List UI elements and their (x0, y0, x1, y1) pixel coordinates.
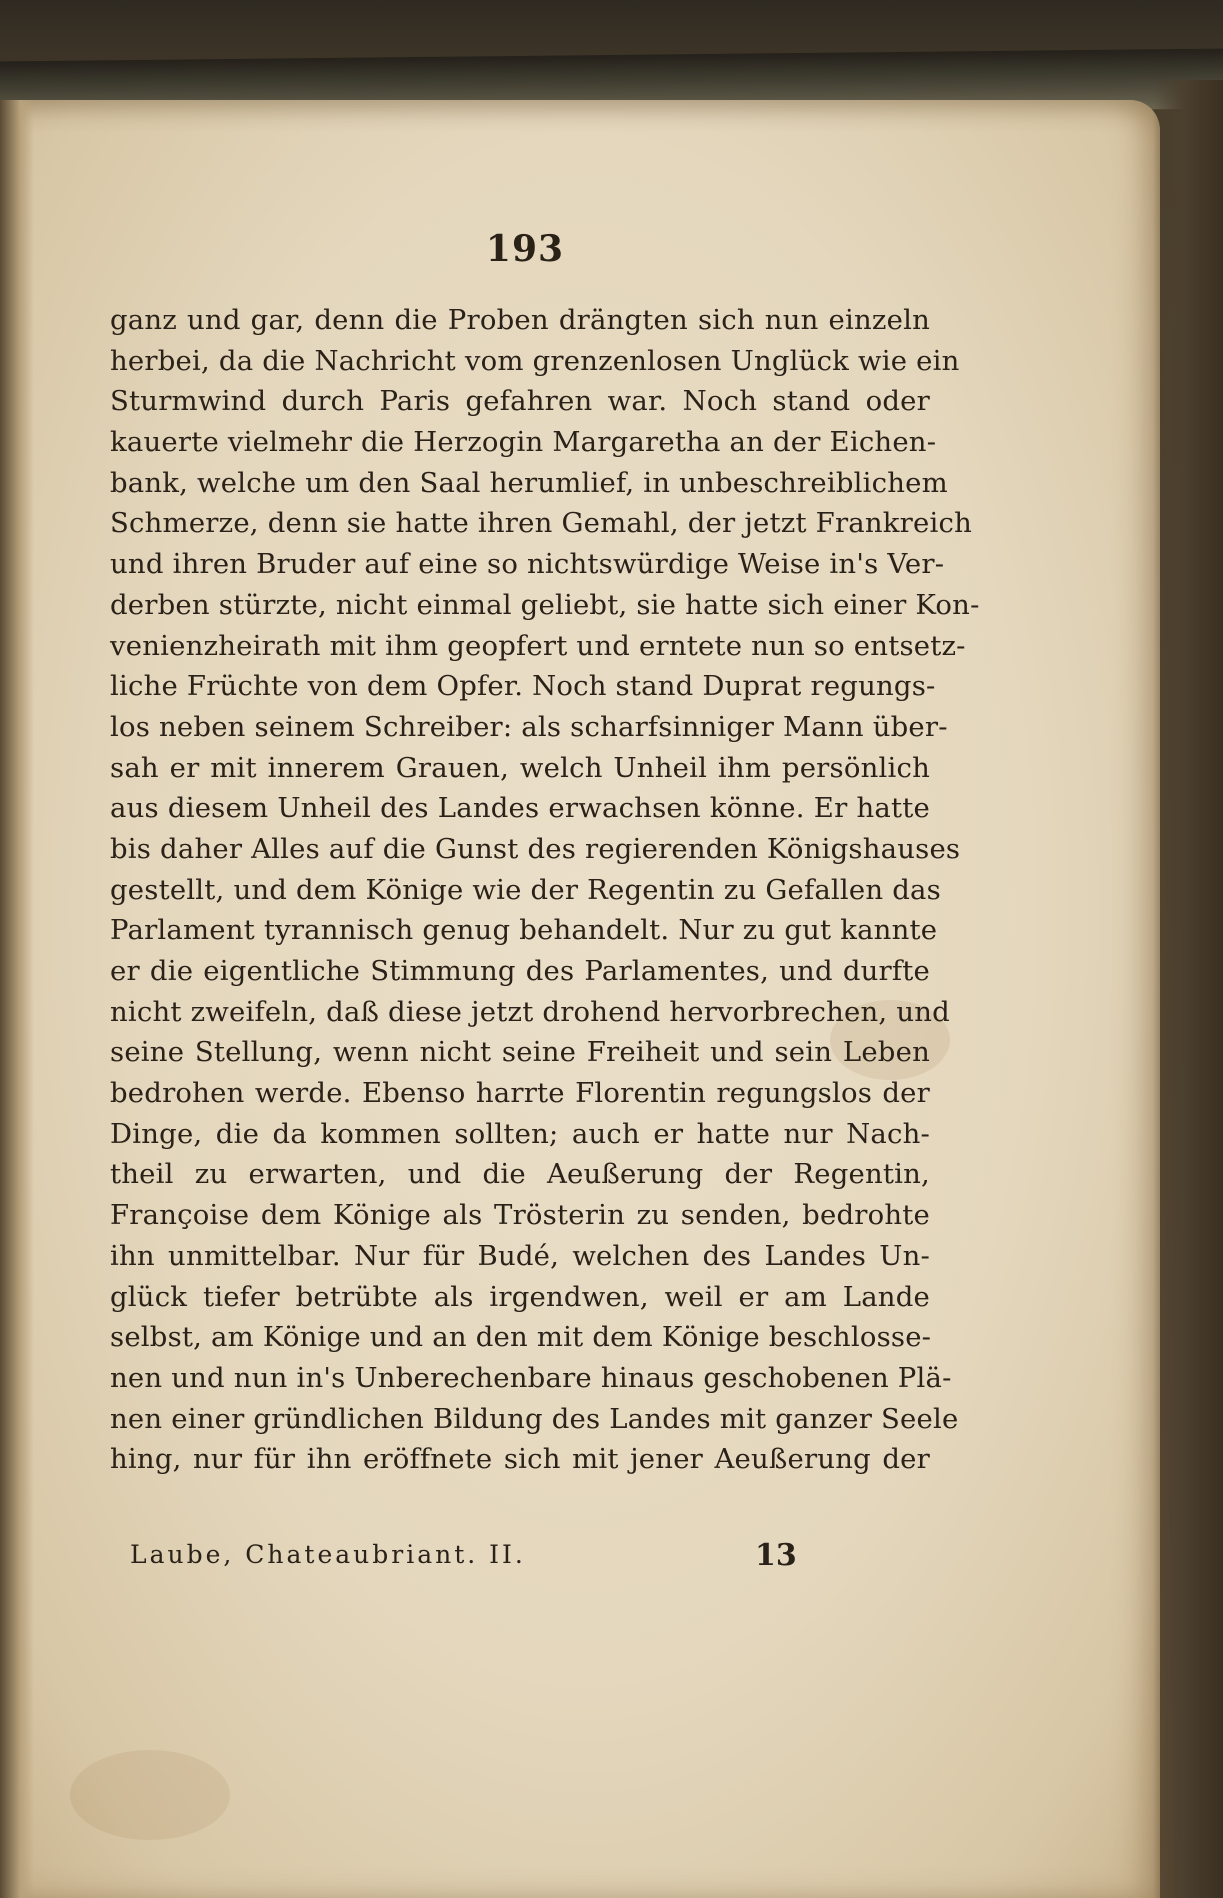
text-line: venienzheirath mit ihm geopfert und erntete nun so entsetz- (110, 629, 966, 662)
text-line: kauerte vielmehr die Herzogin Margaretha an der Eichen- (110, 426, 937, 459)
page-gutter (0, 100, 34, 1898)
text-line: ganz und gar, denn die Proben drängten sich nun einzeln (110, 304, 930, 336)
paper-stain (70, 1750, 230, 1840)
text-line: aus diesem Unheil des Landes erwachsen könne. Er hatte (110, 792, 930, 825)
text-line: Parlament tyrannisch genug behandelt. Nur zu gut kannte (110, 914, 938, 947)
body-text (110, 300, 980, 1480)
text-line: glück tiefer betrübte als irgendwen, weil er am Lande (110, 1280, 930, 1313)
text-line: seine Stellung, wenn nicht seine Freiheit und sein Leben (110, 1036, 930, 1069)
text-line: gestellt, und dem Könige wie der Regentin zu Gefallen das (110, 873, 941, 906)
text-line: herbei, da die Nachricht vom grenzenlosen Unglück wie ein (110, 344, 960, 377)
text-line: bis daher Alles auf die Gunst des regierenden Königshauses (110, 832, 961, 865)
text-line: los neben seinem Schreiber: als scharfsinniger Mann über- (110, 710, 948, 743)
text-line: bank, welche um den Saal herumlief, in unbeschreiblichem (110, 466, 948, 499)
text-line: selbst, am Könige und an den mit dem Könige beschlosse- (110, 1321, 932, 1354)
text-line: nen einer gründlichen Bildung des Landes mit ganzer Seele (110, 1402, 959, 1435)
text-line: sah er mit innerem Grauen, welch Unheil ihm persönlich (110, 751, 930, 784)
text-line: Sturmwind durch Paris gefahren war. Noch stand oder (110, 385, 930, 418)
text-line: hing, nur für ihn eröffnete sich mit jener Aeußerung der (110, 1443, 930, 1476)
text-line: bedrohen werde. Ebenso harrte Florentin regungslos der (110, 1077, 930, 1110)
text-line: Schmerze, denn sie hatte ihren Gemahl, der jetzt Frankreich (110, 507, 972, 540)
text-line: Dinge, die da kommen sollten; auch er hatte nur Nach- (110, 1117, 930, 1150)
text-line: und ihren Bruder auf eine so nichtswürdige Weise in's Ver- (110, 548, 945, 581)
signature-mark: 13 (755, 1538, 797, 1573)
text-line: derben stürzte, nicht einmal geliebt, sie hatte sich einer Kon- (110, 588, 980, 621)
text-line: Françoise dem Könige als Trösterin zu senden, bedrohte (110, 1199, 930, 1232)
text-line: nen und nun in's Unberechenbare hinaus geschobenen Plä- (110, 1361, 952, 1394)
text-line: er die eigentliche Stimmung des Parlamentes, und durfte (110, 955, 930, 987)
text-line: theil zu erwarten, und die Aeußerung der Regentin, (110, 1158, 930, 1191)
book-cover-edge (1153, 80, 1223, 1898)
printer-signature: Laube, Chateaubriant. II. (130, 1540, 526, 1569)
text-line: ihn unmittelbar. Nur für Budé, welchen des Landes Un- (110, 1239, 930, 1272)
text-line: nicht zweifeln, daß diese jetzt drohend hervorbrechen, und (110, 995, 950, 1028)
page-number: 193 (485, 228, 565, 270)
text-line: liche Früchte von dem Opfer. Noch stand Duprat regungs- (110, 670, 936, 703)
